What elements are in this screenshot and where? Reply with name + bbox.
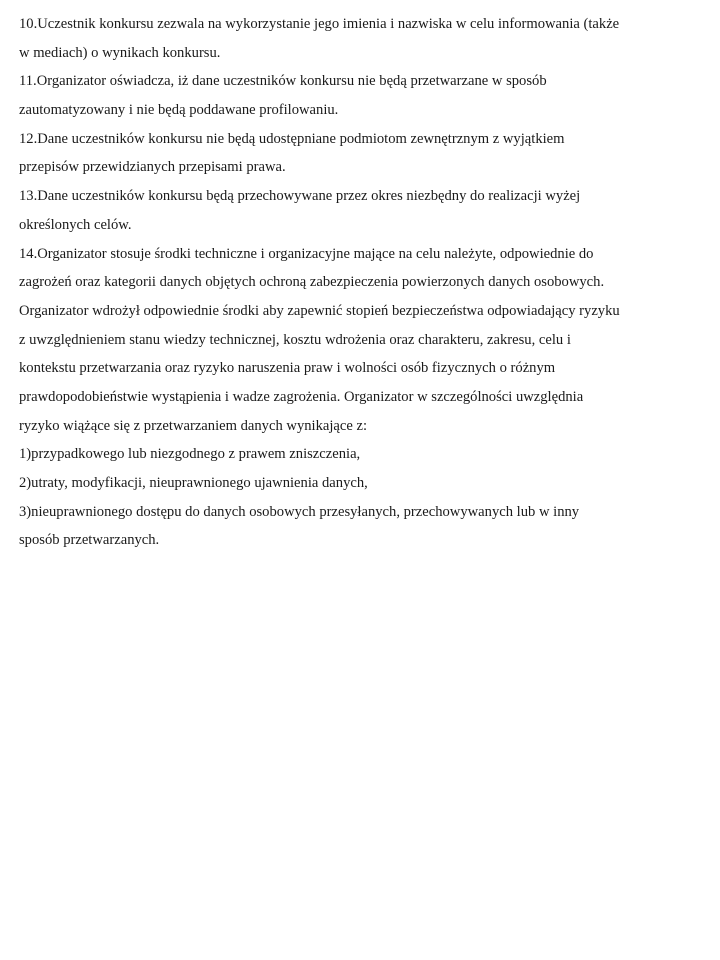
text-line: 13.Dane uczestników konkursu będą przechowywane przez okres niezbędny do realizacji wyżej [19, 188, 581, 205]
text-line: zautomatyzowany i nie będą poddawane profilowaniu. [19, 102, 339, 119]
text-line: Organizator wdrożył odpowiednie środki aby zapewnić stopień bezpieczeństwa odpowiadający ryzyku [19, 302, 620, 319]
text-line: przepisów przewidzianych przepisami prawa. [19, 159, 286, 176]
document-body [19, 10, 709, 555]
text-line: kontekstu przetwarzania oraz ryzyko naruszenia praw i wolności osób fizycznych o różnym [19, 360, 556, 377]
text-line: 12.Dane uczestników konkursu nie będą udostępniane podmiotom zewnętrznym z wyjątkiem [19, 130, 565, 147]
text-line: prawdopodobieństwie wystąpienia i wadze zagrożenia. Organizator w szczególności uwzględnia [19, 388, 584, 405]
text-line: 11.Organizator oświadcza, iż dane uczestników konkursu nie będą przetwarzane w sposób [19, 73, 547, 90]
text-line: 1)przypadkowego lub niezgodnego z prawem zniszczenia, [19, 446, 361, 463]
text-line: 10.Uczestnik konkursu zezwala na wykorzystanie jego imienia i nazwiska w celu informowania (także [19, 16, 620, 32]
text-line: określonych celów. [19, 216, 132, 233]
text-line: zagrożeń oraz kategorii danych objętych ochroną zabezpieczenia powierzonych danych osobowych. [19, 274, 605, 291]
text-line: ryzyko wiążące się z przetwarzaniem danych wynikające z: [19, 417, 368, 434]
text-line: sposób przetwarzanych. [19, 532, 160, 549]
text-line: 3)nieuprawnionego dostępu do danych osobowych przesyłanych, przechowywanych lub w inny [19, 503, 580, 520]
text-line: 14.Organizator stosuje środki techniczne i organizacyjne mające na celu należyte, odpowiednie do [19, 245, 594, 262]
text-line: w mediach) o wynikach konkursu. [19, 44, 221, 61]
text-line: 2)utraty, modyfikacji, nieuprawnionego ujawnienia danych, [19, 475, 368, 491]
text-line: z uwzględnieniem stanu wiedzy technicznej, kosztu wdrożenia oraz charakteru, zakresu, celu i [19, 331, 571, 348]
